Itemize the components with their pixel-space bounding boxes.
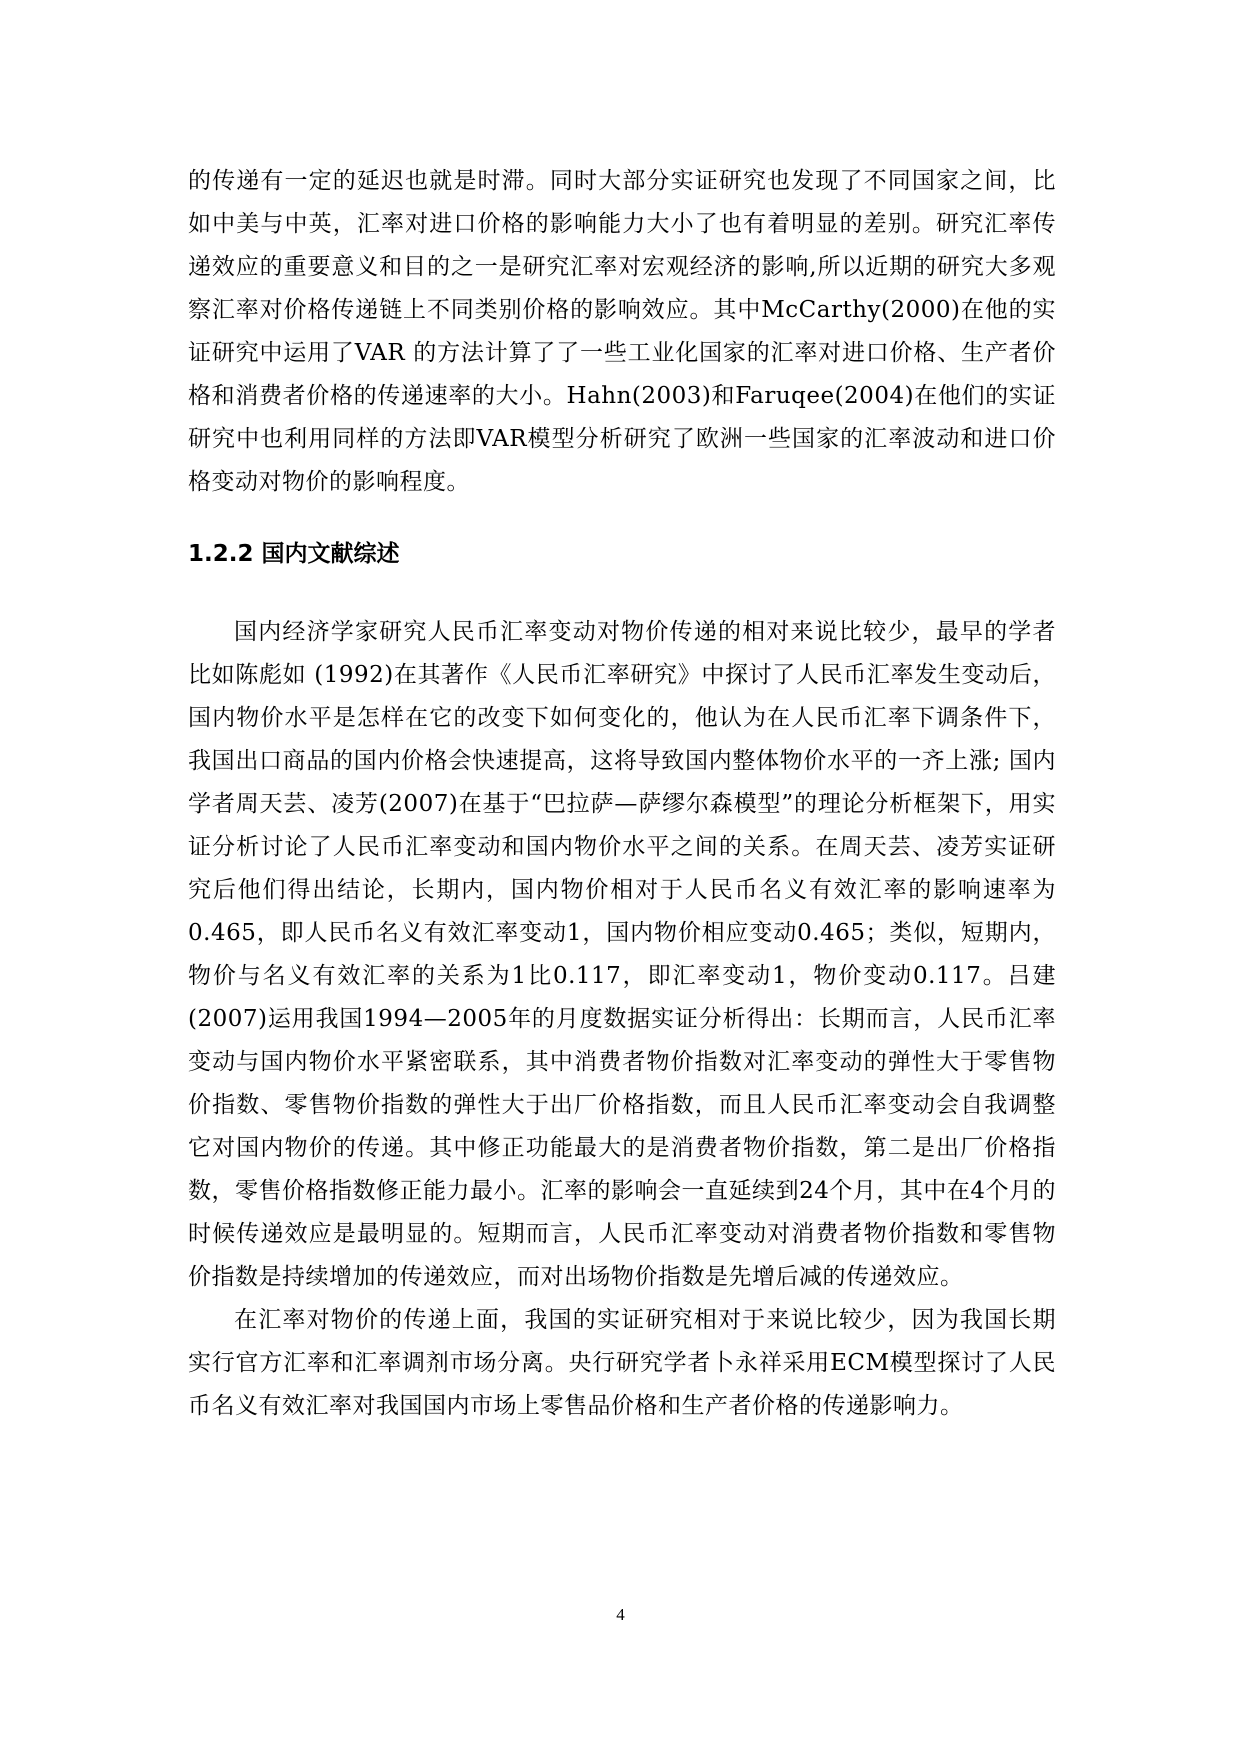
paragraph-continued: 的传递有一定的延迟也就是时滞。同时大部分实证研究也发现了不同国家之间，比如中美与中英，汇率对进口价格的影响能力大小了也有着明显的差别。研究汇率传递效应的重要意义和目的之一是研究汇率对宏观经济的影响,所以近期的研究大多观察汇率对价格传递链上不同类别价格的影响效应。其中McCarthy(2000)在他的实证研究中运用了VAR 的方法计算了了一些工业化国家的汇率对进口价格、生产者价格和消费者价格的传递速率的大小。Hahn(2003)和Faruqee(2004)在他们的实证研究中也利用同样的方法即VAR模型分析研究了欧洲一些国家的汇率波动和进口价格变动对物价的影响程度。 [188, 168, 1056, 495]
paragraph-domestic-literature: 国内经济学家研究人民币汇率变动对物价传递的相对来说比较少，最早的学者比如陈彪如 (1992)在其著作《人民币汇率研究》中探讨了人民币汇率发生变动后，国内物价水平是怎样在它的改变下如何变化的，他认为在人民币汇率下调条件下，我国出口商品的国内价格会快速提高，这将导致国内整体物价水平的一齐上涨; 国内学者周天芸、凌芳(2007)在基于“巴拉萨—萨缪尔森模型”的理论分析框架下，用实证分析讨论了人民币汇率变动和国内物价水平之间的关系。在周天芸、凌芳实证研究后他们得出结论，长期内，国内物价相对于人民币名义有效汇率的影响速率为0.465，即人民币名义有效汇率变动1，国内物价相应变动0.465；类似，短期内，物价与名义有效汇率的关系为1比0.117，即汇率变动1，物价变动0.117。吕建(2007)运用我国1994—2005年的月度数据实证分析得出：长期而言，人民币汇率变动与国内物价水平紧密联系，其中消费者物价指数对汇率变动的弹性大于零售物价指数、零售物价指数的弹性大于出厂价格指数，而且人民币汇率变动会自我调整它对国内物价的传递。其中修正功能最大的是消费者物价指数，第二是出厂价格指数，零售价格指数修正能力最小。汇率的影响会一直延续到24个月，其中在4个月的时候传递效应是最明显的。短期而言，人民币汇率变动对消费者物价指数和零售物价指数是持续增加的传递效应，而对出场物价指数是先增后减的传递效应。 [188, 619, 1056, 1290]
page-number: 4 [616, 1605, 625, 1624]
page-body [188, 160, 1056, 1428]
section-heading: 1.2.2 国内文献综述 [188, 541, 400, 567]
paragraph-empirical-research: 在汇率对物价的传递上面，我国的实证研究相对于来说比较少，因为我国长期实行官方汇率和汇率调剂市场分离。央行研究学者卜永祥采用ECM模型探讨了人民币名义有效汇率对我国国内市场上零售品价格和生产者价格的传递影响力。 [188, 1307, 1056, 1419]
